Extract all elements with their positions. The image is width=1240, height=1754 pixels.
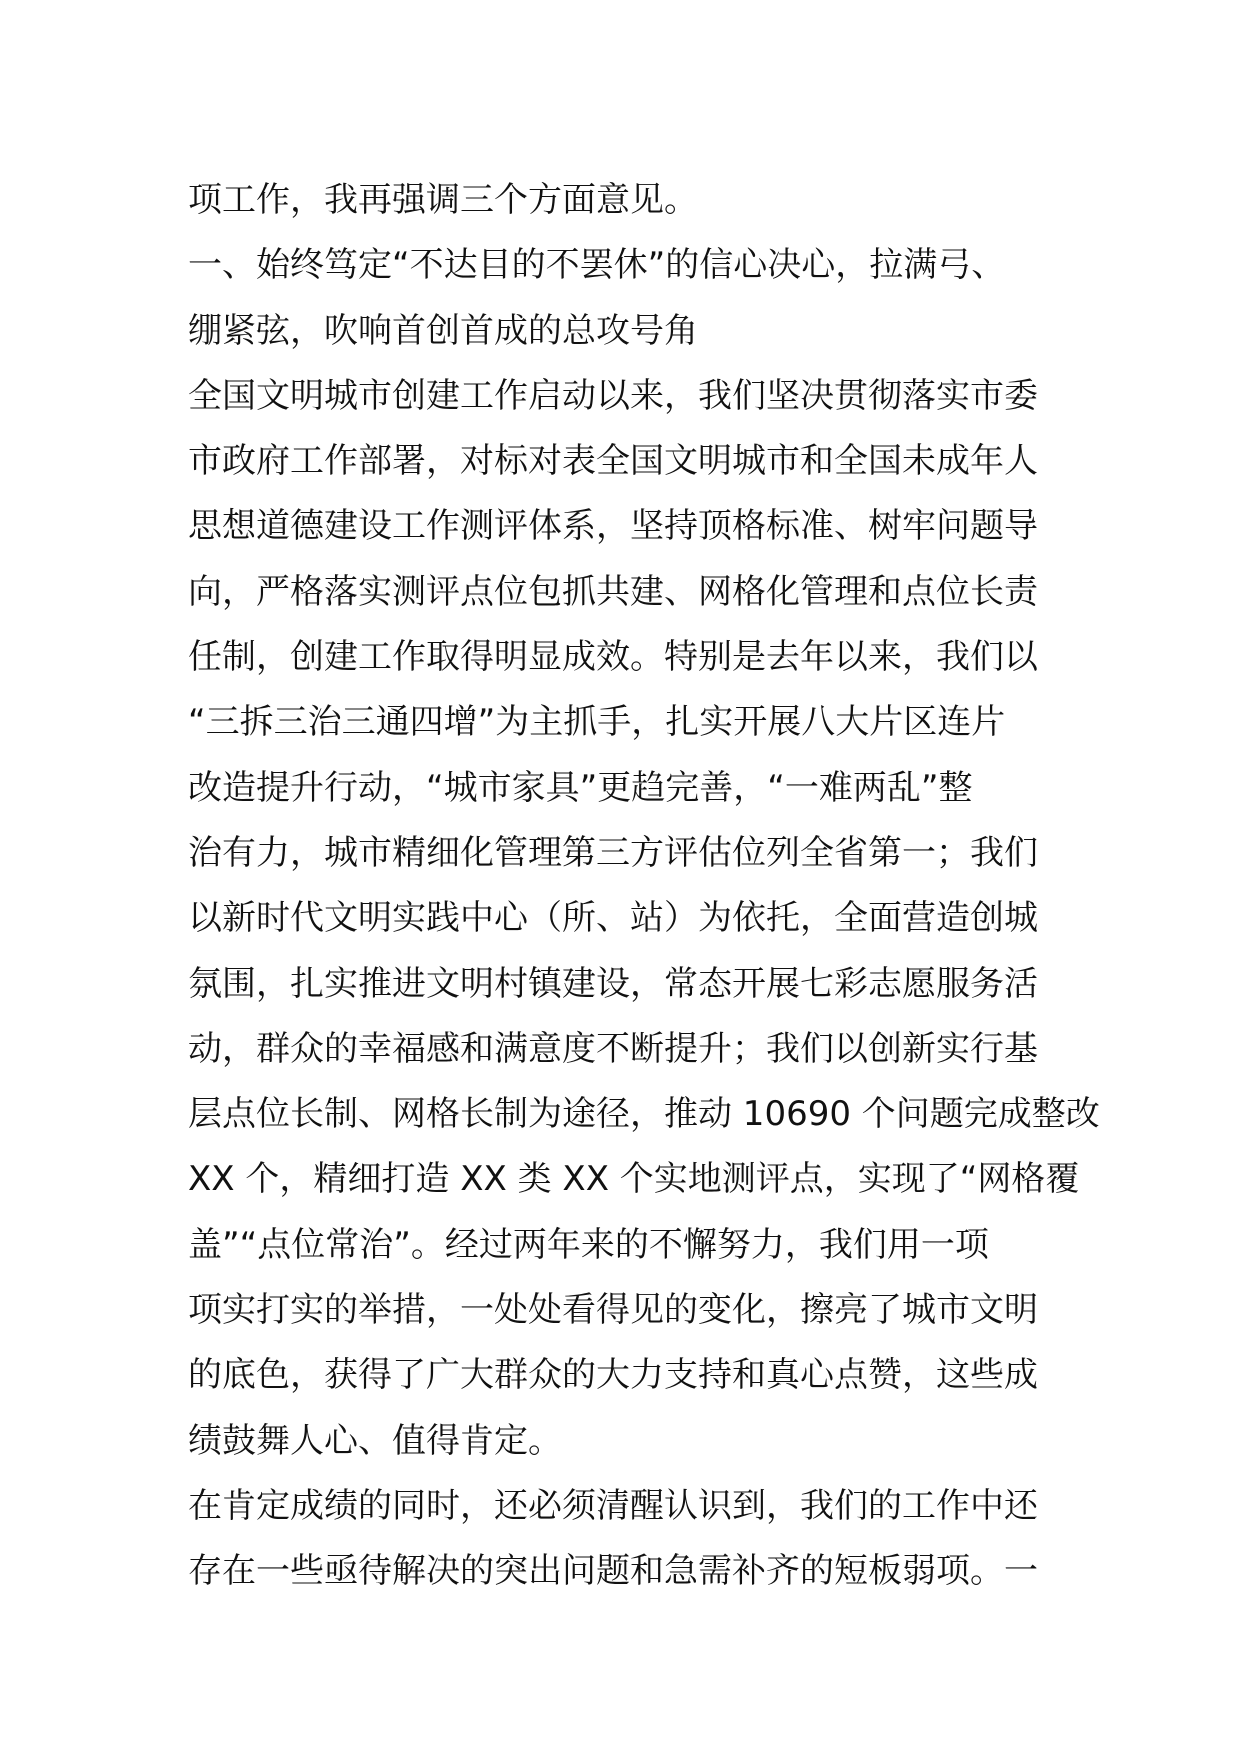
text-line: 任制，创建工作取得明显成效。特别是去年以来，我们以 [188, 637, 1038, 678]
section-heading-line: 绷紧弦，吹响首创首成的总攻号角 [188, 310, 698, 351]
text-line: 思想道德建设工作测评体系，坚持顶格标准、树牢问题导 [188, 506, 1038, 547]
text-line: 盖”“点位常治”。经过两年来的不懈努力，我们用一项 [188, 1224, 989, 1265]
text-line: 以新时代文明实践中心（所、站）为依托，全面营造创城 [188, 898, 1038, 939]
text-line: 市政府工作部署，对标对表全国文明城市和全国未成年人 [188, 441, 1038, 482]
section-heading-line: 一、始终笃定“不达目的不罢休”的信心决心，拉满弓、 [188, 245, 1006, 286]
text-line: 层点位长制、网格长制为途径，推动 10690 个问题完成整改 [188, 1094, 1100, 1135]
text-line: 项工作，我再强调三个方面意见。 [188, 180, 698, 220]
text-line: 动，群众的幸福感和满意度不断提升；我们以创新实行基 [188, 1028, 1038, 1069]
text-line: XX 个，精细打造 XX 类 XX 个实地测评点，实现了“网格覆 [188, 1159, 1080, 1200]
text-line: 改造提升行动，“城市家具”更趋完善，“一难两乱”整 [188, 767, 973, 808]
document-body [188, 168, 1100, 1605]
text-line: 绩鼓舞人心、值得肯定。 [188, 1420, 562, 1461]
text-line: 项实打实的举措，一处处看得见的变化，擦亮了城市文明 [188, 1290, 1038, 1331]
text-line: 的底色，获得了广大群众的大力支持和真心点赞，这些成 [188, 1355, 1038, 1396]
text-line: 全国文明城市创建工作启动以来，我们坚决贯彻落实市委 [188, 375, 1038, 416]
text-line: “三拆三治三通四增”为主抓手，扎实开展八大片区连片 [188, 702, 1006, 743]
text-line: 在肯定成绩的同时，还必须清醒认识到，我们的工作中还 [188, 1485, 1038, 1526]
text-line: 向，严格落实测评点位包抓共建、网格化管理和点位长责 [188, 571, 1038, 612]
text-line: 氛围，扎实推进文明村镇建设，常态开展七彩志愿服务活 [188, 963, 1038, 1004]
text-line: 存在一些亟待解决的突出问题和急需补齐的短板弱项。一 [188, 1551, 1038, 1592]
text-line: 治有力，城市精细化管理第三方评估位列全省第一；我们 [188, 832, 1038, 873]
